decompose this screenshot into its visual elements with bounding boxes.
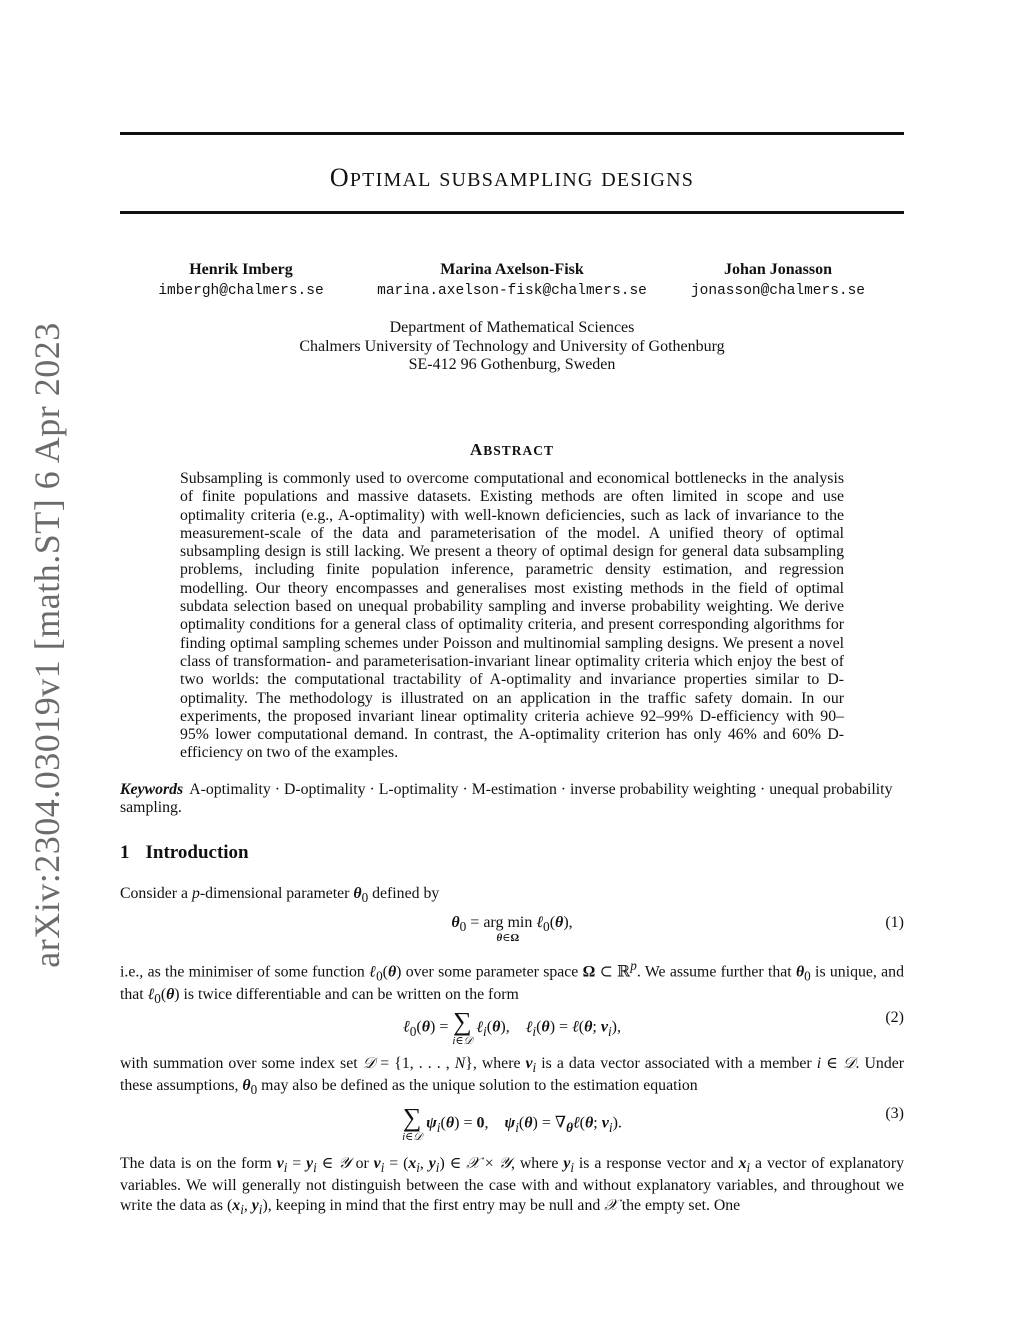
affiliation-university: Chalmers University of Technology and University of Gothenburg <box>299 337 725 355</box>
section-title: Introduction <box>145 842 249 863</box>
author-email[interactable]: jonasson@chalmers.se <box>690 283 866 299</box>
abstract-heading: ABSTRACT <box>469 440 555 459</box>
author-email[interactable]: marina.axelson-fisk@chalmers.se <box>377 283 647 299</box>
author-name: Johan Jonasson <box>723 261 833 278</box>
author-name: Marina Axelson-Fisk <box>440 261 584 278</box>
equation-number: (2) <box>885 1009 904 1026</box>
abstract-text: Subsampling is commonly used to overcome computational and economical bottlenecks in the analysis of finite populations and massive datasets. Existing methods are often limited in scope and use optimality criteria (e.g., A-optimality) with well-known deficiencies, such as lack of invariance to the measurement-scale of the data and parameterisation of the model. A unified theory of optimal subsampling design is still lacking. We present a theory of optimal design for general data subsampling problems, including finite population inference, parametric density estimation, and regression modelling. Our theory encompasses and generalises most existing methods in the field of optimal subdata selection based on unequal probability sampling and inverse probability weighting. We derive optimality conditions for a general class of optimality criteria, and present corresponding algorithms for finding optimal sampling schemes under Poisson and multinomial sampling designs. We present a novel class of transformation- and parameterisation-invariant linear optimality criteria which enjoy the best of two worlds: the computational tractability of A-optimality and invariance properties similar to D-optimality. The methodology is illustrated on an application in the traffic safety domain. In our experiments, the proposed invariant linear optimality criteria achieve 92–99% D-efficiency with 90–95% lower computational demand. In contrast, the A-optimality criterion has only 46% and 60% D-efficiency on two of the examples. <box>180 470 844 762</box>
section-heading <box>120 842 249 864</box>
title-top-rule <box>120 132 904 135</box>
author-email[interactable]: imbergh@chalmers.se <box>158 283 324 299</box>
equation-body: ℓ$_0$(θ) = ∑ i∈𝒟 ℓ$_i$(θ), ℓ$_i$(θ) = ℓ(θ; $v_i$), <box>403 1007 621 1047</box>
keywords <box>120 781 904 818</box>
paragraph: i.e., as the minimiser of some function ℓ$_0$(θ) over some parameter space Ω ⊂ ℝ$^p$. We assume further that $\theta_0$ is unique, and that ℓ$_0$(θ) is twice differentiable and can be written on the form <box>120 958 904 1006</box>
author-block <box>608 260 948 302</box>
paragraph: Consider a p-dimensional parameter $\theta_0$ defined by <box>120 885 440 906</box>
affiliation-department: Department of Mathematical Sciences <box>389 319 635 336</box>
title-bottom-rule <box>120 211 904 214</box>
affiliation <box>120 319 904 375</box>
arxiv-identifier: arXiv:2304.03019v1 [math.ST] 6 Apr 2023 <box>27 322 67 968</box>
paragraph: with summation over some index set 𝒟 = {1, . . . , N}, where $v_i$ is a data vector associated with a member i ∈ 𝒟. Under these assumptions, $\theta_0$ may also be defined as the unique solution to the estimation equation <box>120 1053 905 1098</box>
equation-number: (1) <box>885 914 904 931</box>
section-number: 1 <box>120 842 130 863</box>
paragraph: The data is on the form $v_i = y_i$ ∈ 𝒴 or $v_i = (x_i$, $y_i$) ∈ 𝒳 × 𝒴, where $y_i$ is a response vector and $x_i$ a vector of explanatory variables. We will generally not distinguish between the case with and without explanatory variables, and throughout we write the data as ($x_i$, $y_i$), keeping in mind that the first entry may be null and 𝒳 the empty set. One <box>120 1153 904 1217</box>
paper-title: OPTIMAL SUBSAMPLING DESIGNS <box>329 163 695 192</box>
equation-number: (3) <box>885 1105 904 1122</box>
affiliation-address: SE-412 96 Gothenburg, Sweden <box>408 356 616 373</box>
equation-body: ∑ i∈𝒟 $\psi_i(\theta) = 0$, $\psi_i(\theta)$ = $\nabla_\theta\ell(\theta$; $v_i$). <box>402 1103 622 1143</box>
equation-body: $\theta_0$ = arg min θ∈Ω ℓ$_0$(θ), <box>451 914 573 944</box>
author-name: Henrik Imberg <box>189 261 293 278</box>
keywords-list: A-optimality · D-optimality · L-optimality · M-estimation · inverse probability weighting · unequal probability sampling. <box>120 781 893 817</box>
keywords-label: Keywords <box>120 781 184 798</box>
